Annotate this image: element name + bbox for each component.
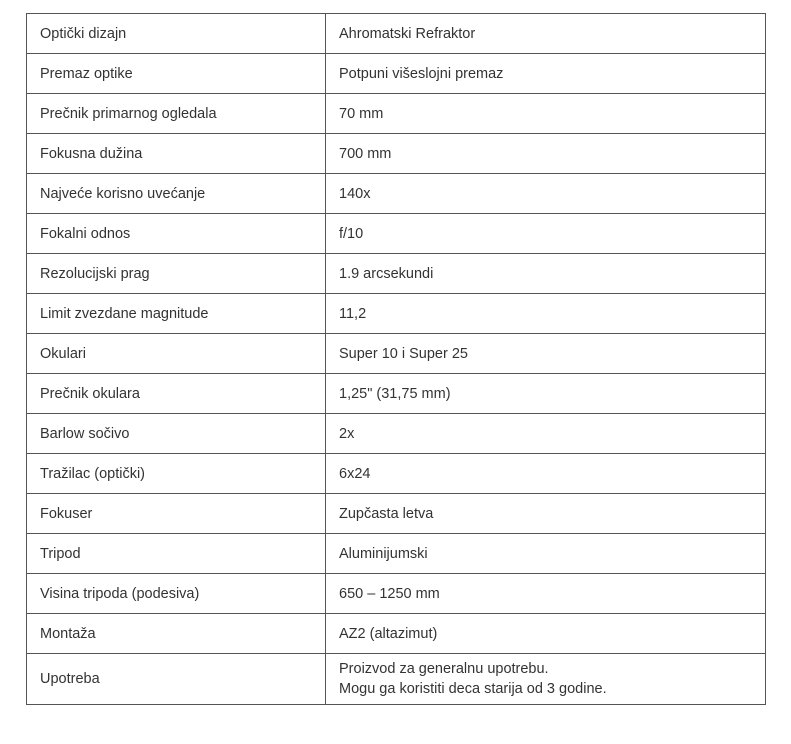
specifications-table xyxy=(26,13,766,705)
spec-label: Montaža xyxy=(27,614,326,654)
spec-label: Fokusna dužina xyxy=(27,134,326,174)
spec-value: 650 – 1250 mm xyxy=(326,574,766,614)
spec-label: Prečnik primarnog ogledala xyxy=(27,94,326,134)
spec-value: Potpuni višeslojni premaz xyxy=(326,54,766,94)
spec-label: Fokalni odnos xyxy=(27,214,326,254)
table-row xyxy=(27,414,766,454)
spec-value-line: Mogu ga koristiti deca starija od 3 godine. xyxy=(339,681,607,697)
table-row xyxy=(27,94,766,134)
table-row xyxy=(27,454,766,494)
spec-label: Upotreba xyxy=(27,654,326,705)
table-row xyxy=(27,614,766,654)
spec-value: AZ2 (altazimut) xyxy=(326,614,766,654)
spec-label: Optički dizajn xyxy=(27,14,326,54)
spec-value: 140x xyxy=(326,174,766,214)
table-row xyxy=(27,334,766,374)
spec-value: Ahromatski Refraktor xyxy=(326,14,766,54)
spec-value: f/10 xyxy=(326,214,766,254)
table-row xyxy=(27,294,766,334)
spec-value: 1.9 arcsekundi xyxy=(326,254,766,294)
spec-value: 6x24 xyxy=(326,454,766,494)
spec-value: Super 10 i Super 25 xyxy=(326,334,766,374)
spec-label: Okulari xyxy=(27,334,326,374)
spec-value xyxy=(326,654,766,705)
spec-label: Barlow sočivo xyxy=(27,414,326,454)
table-row xyxy=(27,214,766,254)
table-row xyxy=(27,134,766,174)
spec-label: Limit zvezdane magnitude xyxy=(27,294,326,334)
spec-label: Tripod xyxy=(27,534,326,574)
table-row xyxy=(27,54,766,94)
spec-value: Aluminijumski xyxy=(326,534,766,574)
spec-label: Tražilac (optički) xyxy=(27,454,326,494)
spec-label: Premaz optike xyxy=(27,54,326,94)
spec-value-line: Proizvod za generalnu upotrebu. xyxy=(339,661,549,677)
spec-value: 700 mm xyxy=(326,134,766,174)
spec-label: Prečnik okulara xyxy=(27,374,326,414)
spec-value: Zupčasta letva xyxy=(326,494,766,534)
spec-value: 70 mm xyxy=(326,94,766,134)
table-row xyxy=(27,174,766,214)
table-row xyxy=(27,494,766,534)
spec-value: 1,25" (31,75 mm) xyxy=(326,374,766,414)
spec-label: Fokuser xyxy=(27,494,326,534)
table-row xyxy=(27,374,766,414)
table-row xyxy=(27,254,766,294)
spec-value: 2x xyxy=(326,414,766,454)
spec-label: Rezolucijski prag xyxy=(27,254,326,294)
table-row xyxy=(27,14,766,54)
spec-value: 11,2 xyxy=(326,294,766,334)
spec-label: Najveće korisno uvećanje xyxy=(27,174,326,214)
spec-label: Visina tripoda (podesiva) xyxy=(27,574,326,614)
table-row xyxy=(27,534,766,574)
table-row xyxy=(27,654,766,705)
table-row xyxy=(27,574,766,614)
